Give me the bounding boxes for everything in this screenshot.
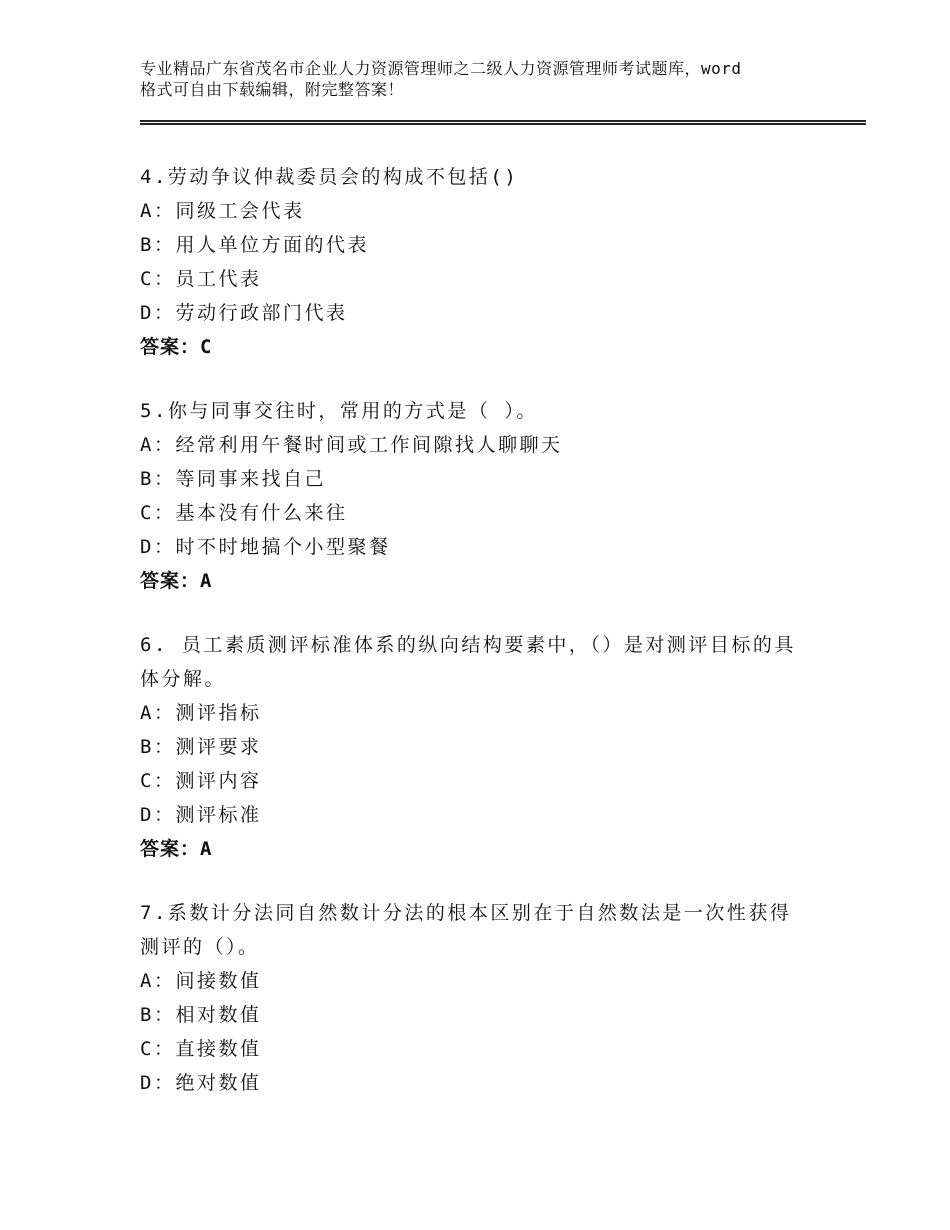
option-b: B：相对数值	[140, 1004, 262, 1026]
option-d: D：时不时地搞个小型聚餐	[140, 536, 391, 558]
option-b: B：用人单位方面的代表	[140, 234, 369, 256]
answer-line: 答案：A	[140, 570, 213, 592]
option-a: A：同级工会代表	[140, 200, 305, 222]
question-stem-line-1: 7.系数计分法同自然数计分法的根本区别在于自然数法是一次性获得	[140, 902, 792, 924]
option-b: B：测评要求	[140, 736, 262, 758]
question-4	[140, 160, 820, 364]
option-a: A：测评指标	[140, 702, 262, 724]
header-divider	[140, 120, 866, 125]
option-d: D：劳动行政部门代表	[140, 302, 348, 324]
question-stem: 5.你与同事交往时，常用的方式是（ ）。	[140, 400, 538, 422]
question-5	[140, 394, 820, 598]
question-7	[140, 896, 820, 1100]
option-c: C：员工代表	[140, 268, 262, 290]
option-c: C：测评内容	[140, 770, 262, 792]
option-c: C：基本没有什么来往	[140, 502, 348, 524]
option-a: A：经常利用午餐时间或工作间隙找人聊聊天	[140, 434, 563, 456]
answer-line: 答案：A	[140, 838, 213, 860]
document-header	[140, 58, 840, 100]
option-a: A：间接数值	[140, 970, 262, 992]
question-stem-line-2: 测评的（）。	[140, 936, 260, 958]
header-line-1: 专业精品广东省茂名市企业人力资源管理师之二级人力资源管理师考试题库，word	[140, 59, 742, 78]
question-stem: 4.劳动争议仲裁委员会的构成不包括()	[140, 166, 519, 188]
answer-line: 答案：C	[140, 336, 213, 358]
question-6	[140, 628, 820, 866]
option-d: D：绝对数值	[140, 1072, 262, 1094]
question-list	[140, 160, 820, 1130]
option-b: B：等同事来找自己	[140, 468, 326, 490]
option-d: D：测评标准	[140, 804, 262, 826]
option-c: C：直接数值	[140, 1038, 262, 1060]
header-line-2: 格式可自由下载编辑，附完整答案！	[140, 80, 405, 99]
question-stem-line-1: 6. 员工素质测评标准体系的纵向结构要素中，（）是对测评目标的具	[140, 634, 796, 656]
question-stem-line-2: 体分解。	[140, 668, 227, 690]
